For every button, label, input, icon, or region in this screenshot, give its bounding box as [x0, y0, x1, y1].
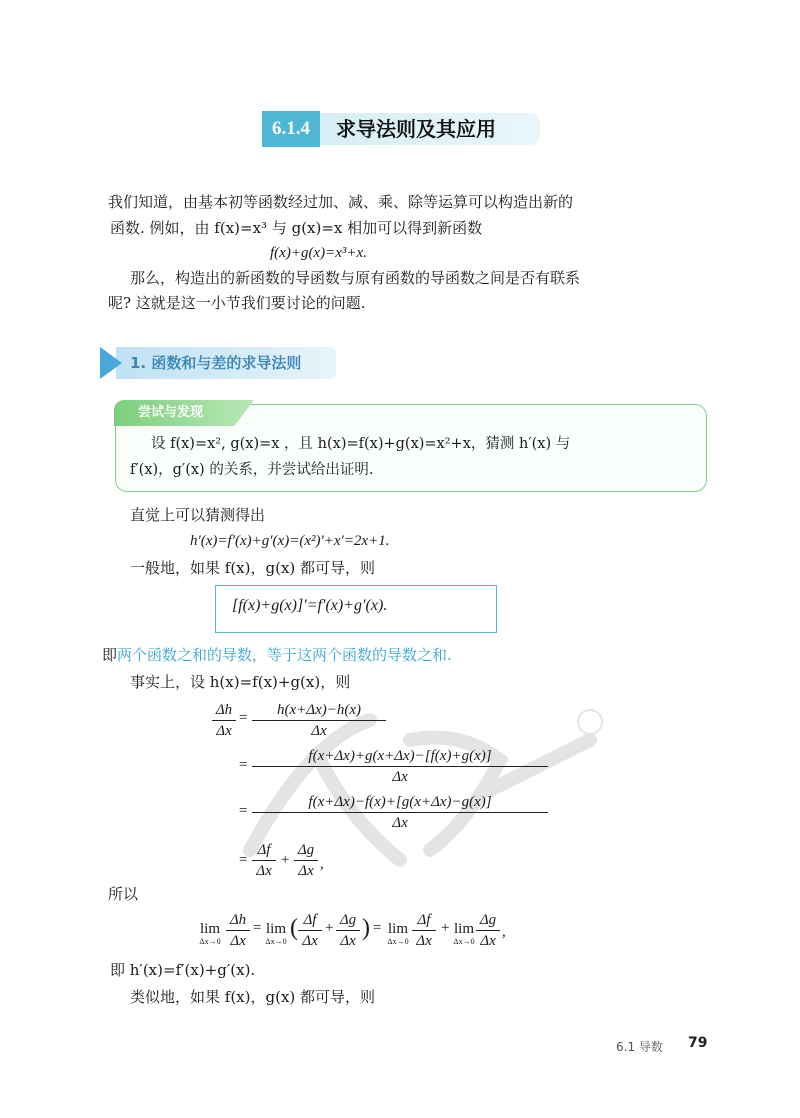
section-number: 6.1.4 [262, 111, 320, 147]
lim-4 [450, 920, 478, 946]
so-text: 所以 [108, 885, 139, 903]
intro-line-1: 我们知道，由基本初等函数经过加、减、乘、除等运算可以构造出新的 [108, 193, 574, 211]
lim-dg-dx [336, 910, 360, 951]
equals-3: = [238, 803, 249, 819]
frac-numerator: Δg [479, 912, 497, 928]
frac-denominator: Δx [480, 933, 496, 949]
lim-df-dx [298, 910, 322, 951]
frac-denominator: Δx [340, 933, 356, 949]
lim-2 [262, 920, 290, 946]
step1-fraction [252, 700, 386, 741]
step2-denominator: Δx [392, 769, 408, 785]
df-denominator: Δx [256, 863, 272, 879]
lim-subscript: Δx→0 [387, 937, 409, 946]
try-discover-tab-label: 尝试与发现 [138, 405, 204, 420]
dh-over-dx [212, 700, 236, 741]
step2-fraction [252, 746, 548, 787]
sum-rule-box [215, 585, 497, 633]
step1-numerator: h(x+Δx)−h(x) [276, 702, 361, 718]
try-line-1: 设 f(x)=x², g(x)=x ，且 h(x)=f(x)+g(x)=x²+x，猜测 h′(x) 与 [151, 436, 571, 452]
intro-line-2: 函数. 例如，由 f(x)=x³ 与 g(x)=x 相加可以得到新函数 [110, 219, 483, 237]
frac-denominator: Δx [302, 933, 318, 949]
intuition-text: 直觉上可以猜测得出 [130, 506, 266, 524]
subsection-title: 1. 函数和与差的求导法则 [130, 354, 302, 372]
lim-subscript: Δx→0 [199, 937, 221, 946]
lim-dg-dx-2 [476, 910, 500, 951]
similar-text: 类似地，如果 f(x)，g(x) 都可导，则 [130, 988, 376, 1006]
df-over-dx [252, 840, 276, 881]
section-title [262, 111, 544, 147]
step1-denominator: Δx [311, 723, 327, 739]
equals-1: = [238, 710, 249, 726]
frac-numerator: Δf [417, 912, 431, 928]
lim-1 [196, 920, 224, 946]
lim-subscript: Δx→0 [453, 937, 475, 946]
lim-dh-dx [226, 910, 250, 951]
subsection-arrow-icon [100, 347, 122, 379]
frac-denominator: Δx [216, 723, 232, 739]
rule-prefix: 即 [102, 646, 118, 664]
plus-2: + [324, 920, 335, 936]
step3-numerator: f(x+Δx)−f(x)+[g(x+Δx)−g(x)] [308, 794, 492, 810]
lim-word: lim [265, 921, 286, 937]
step2-numerator: f(x+Δx)+g(x+Δx)−[f(x)+g(x)] [308, 748, 492, 764]
section-title-text: 求导法则及其应用 [336, 117, 496, 141]
df-numerator: Δf [257, 842, 271, 858]
general-text: 一般地，如果 f(x)，g(x) 都可导，则 [130, 559, 376, 577]
rule-statement-highlight: 两个函数之和的导数，等于这两个函数的导数之和. [117, 646, 452, 664]
step3-denominator: Δx [392, 815, 408, 831]
sum-rule-statement [102, 643, 662, 667]
dg-over-dx [294, 840, 318, 881]
lim-word: lim [453, 921, 474, 937]
dg-numerator: Δg [297, 842, 315, 858]
lim-df-dx-2 [412, 910, 436, 951]
intro-line-3: 那么，构造出的新函数的导函数与原有函数的导函数之间是否有联系 [130, 269, 581, 287]
subsection-banner [100, 347, 342, 379]
frac-numerator: Δf [303, 912, 317, 928]
intro-line-4: 呢? 这就是这一小节我们要讨论的问题. [108, 294, 366, 312]
plus-1: + [280, 852, 291, 868]
intro-formula: f(x)+g(x)=x³+x. [270, 245, 367, 261]
frac-denominator: Δx [416, 933, 432, 949]
equals-6: = [372, 920, 383, 936]
equals-2: = [238, 757, 249, 773]
frac-numerator: Δg [339, 912, 357, 928]
equals-5: = [252, 920, 263, 936]
frac-numerator: Δh [229, 912, 247, 928]
lim-3 [384, 920, 412, 946]
equals-4: = [238, 852, 249, 868]
paren-open: ( [290, 915, 298, 941]
frac-denominator: Δx [230, 933, 246, 949]
comma-1: , [320, 856, 324, 872]
footer-section: 6.1 导数 [616, 1040, 663, 1054]
h-prime-formula: h′(x)=f′(x)+g′(x)=(x²)′+x′=2x+1. [190, 533, 390, 549]
conclusion-text: 即 h′(x)=f′(x)+g′(x). [110, 961, 256, 979]
comma-2: , [502, 924, 506, 940]
page-number: 79 [688, 1035, 708, 1051]
paren-close: ) [362, 915, 370, 941]
plus-3: + [440, 920, 451, 936]
lim-word: lim [199, 921, 220, 937]
frac-numerator: Δh [215, 702, 233, 718]
try-line-2: f′(x)，g′(x) 的关系，并尝试给出证明. [130, 462, 374, 478]
dg-denominator: Δx [298, 863, 314, 879]
proof-intro: 事实上，设 h(x)=f(x)+g(x)，则 [130, 673, 351, 691]
lim-word: lim [387, 921, 408, 937]
lim-subscript: Δx→0 [265, 937, 287, 946]
step3-fraction [252, 792, 548, 833]
sum-rule-formula: [f(x)+g(x)]′=f′(x)+g′(x). [232, 597, 388, 614]
